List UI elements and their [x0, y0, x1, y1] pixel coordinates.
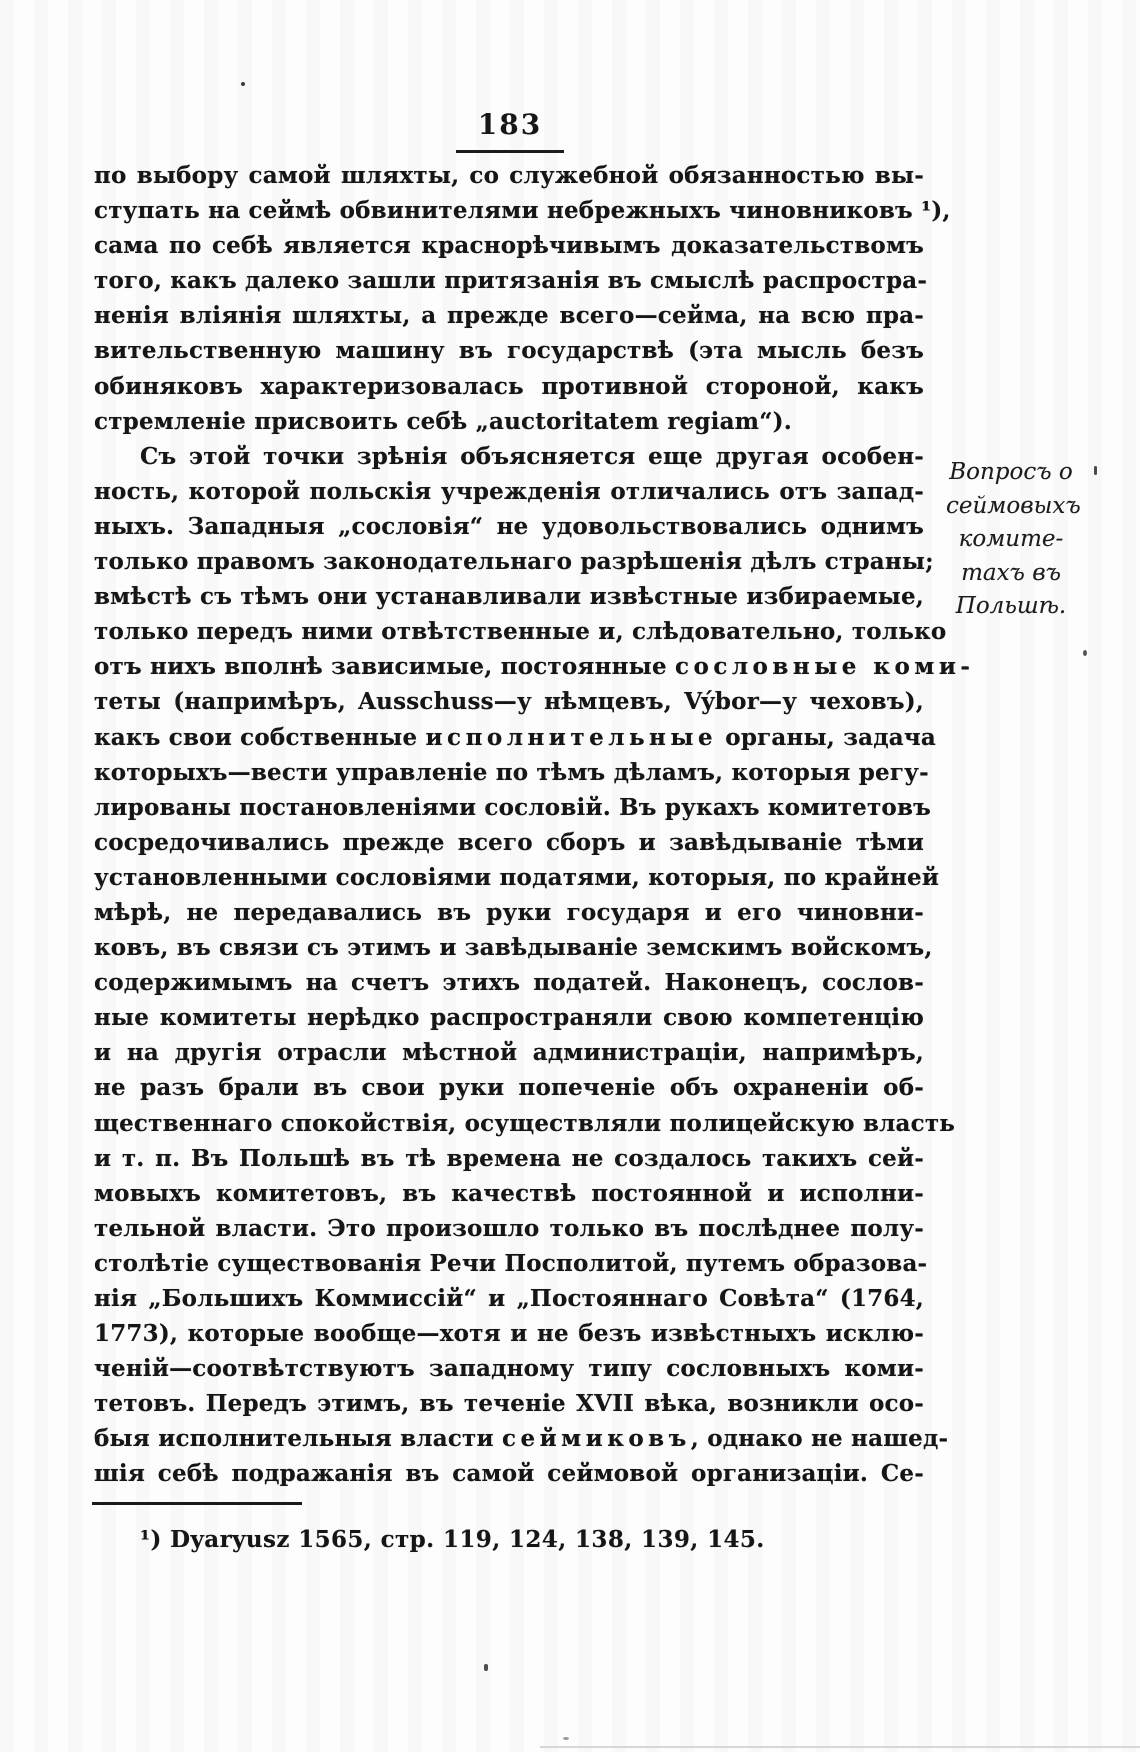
footnote-rule [92, 1502, 302, 1505]
text-line: вительственную машину въ государствѣ (эта мысль безъ [94, 337, 924, 365]
margin-note-line: Польшѣ. [955, 593, 1067, 619]
text-line: какъ свои собственные исполнительные органы, задача [94, 723, 936, 751]
text-line: по выбору самой шляхты, со служебной обязанностью вы- [94, 162, 924, 189]
text-line: лированы постановленіями сословій. Въ рукахъ комитетовъ [94, 793, 931, 821]
ink-speck [1094, 466, 1097, 475]
text-line: которыхъ—вести управленіе по тѣмъ дѣламъ, которыя регу- [94, 758, 929, 786]
text-line: обиняковъ характеризовалась противной стороной, какъ [94, 372, 924, 400]
ink-speck [563, 1737, 569, 1740]
ink-speck [241, 82, 245, 86]
text-line: теты (напримѣръ, Ausschuss—у нѣмцевъ, Výbor—у чеховъ), [94, 688, 924, 716]
text-line: ненія вліянія шляхты, а прежде всего—сейма, на всю пра- [94, 302, 924, 330]
text-line: только правомъ законодательнаго разрѣшенія дѣлъ страны; [94, 548, 934, 576]
text-line: не разъ брали въ свои руки попеченіе объ охраненіи об- [94, 1074, 924, 1102]
text-line: мѣрѣ, не передавались въ руки государя и его чиновни- [94, 898, 924, 926]
text-line: нія „Большихъ Коммиссій“ и „Постояннаго Совѣта“ (1764, [94, 1285, 924, 1312]
text-line: содержимымъ на счетъ этихъ податей. Наконецъ, сослов- [94, 969, 924, 997]
text-line: сама по себѣ является краснорѣчивымъ доказательствомъ [94, 232, 924, 260]
text-line: ность, которой польскія учрежденія отличались отъ запад- [94, 477, 924, 505]
margin-note-line: Вопросъ о [949, 459, 1073, 485]
text-line: столѣтіе существованія Речи Посполитой, путемъ образова- [94, 1249, 928, 1277]
text-line: только передъ ними отвѣтственные и, слѣдовательно, только [94, 618, 947, 646]
text-line: 1773), которые вообще—хотя и не безъ извѣстныхъ исклю- [94, 1320, 924, 1348]
text-line: ковъ, въ связи съ этимъ и завѣдываніе земскимъ войскомъ, [94, 934, 933, 962]
margin-note-line: сеймовыхъ [946, 492, 1081, 519]
scan-edge-artifact [540, 1746, 1140, 1748]
text-line: мовыхъ комитетовъ, въ качествѣ постоянной и исполни- [94, 1179, 924, 1207]
text-line: тетовъ. Передъ этимъ, въ теченіе XVII вѣка, возникли осо- [94, 1390, 924, 1418]
margin-note [946, 456, 1081, 624]
body-text [94, 158, 975, 1492]
ink-speck [484, 1664, 488, 1671]
text-line: отъ нихъ вполнѣ зависимые, постоянные сословные коми- [94, 653, 975, 681]
margin-note-line: тахъ въ [961, 559, 1061, 586]
page-number-rule [456, 150, 564, 153]
text-line: и на другія отрасли мѣстной администраціи, напримѣръ, [94, 1039, 924, 1067]
ink-speck [1083, 650, 1087, 656]
text-line: ченій—соотвѣтствуютъ западному типу сословныхъ коми- [94, 1355, 924, 1383]
text-line: ные комитеты нерѣдко распространяли свою компетенцію [94, 1004, 924, 1032]
text-line: быя исполнительныя власти сеймиковъ, однако не нашед- [94, 1425, 949, 1453]
text-line: стремленіе присвоить себѣ „auctoritatem regiam“). [94, 407, 792, 435]
text-line: вмѣстѣ съ тѣмъ они устанавливали извѣстные избираемые, [94, 583, 924, 611]
text-line: сосредочивались прежде всего сборъ и завѣдываніе тѣми [94, 828, 924, 856]
text-line: шія себѣ подражанія въ самой сеймовой организаціи. Се- [94, 1460, 924, 1488]
text-line: ныхъ. Западныя „сословія“ не удовольствовались однимъ [94, 512, 924, 540]
footnote: ¹) Dyaryusz 1565, стр. 119, 124, 138, 139, 145. [140, 1526, 765, 1553]
text-line: ступать на сеймѣ обвинителями небрежныхъ чиновниковъ ¹), [94, 197, 951, 225]
text-line: того, какъ далеко зашли притязанія въ смыслѣ распростра- [94, 267, 928, 295]
text-line: щественнаго спокойствія, осуществляли полицейскую власть [94, 1109, 956, 1137]
text-line: тельной власти. Это произошло только въ послѣднее полу- [94, 1214, 924, 1242]
margin-note-line: комите- [958, 526, 1064, 552]
page-number: 183 [477, 108, 543, 141]
text-line: и т. п. Въ Польшѣ въ тѣ времена не создалось такихъ сей- [94, 1144, 924, 1172]
text-line: установленными сословіями податями, которыя, по крайней [94, 863, 940, 891]
text-line: Съ этой точки зрѣнія объясняется еще другая особен- [140, 442, 924, 470]
